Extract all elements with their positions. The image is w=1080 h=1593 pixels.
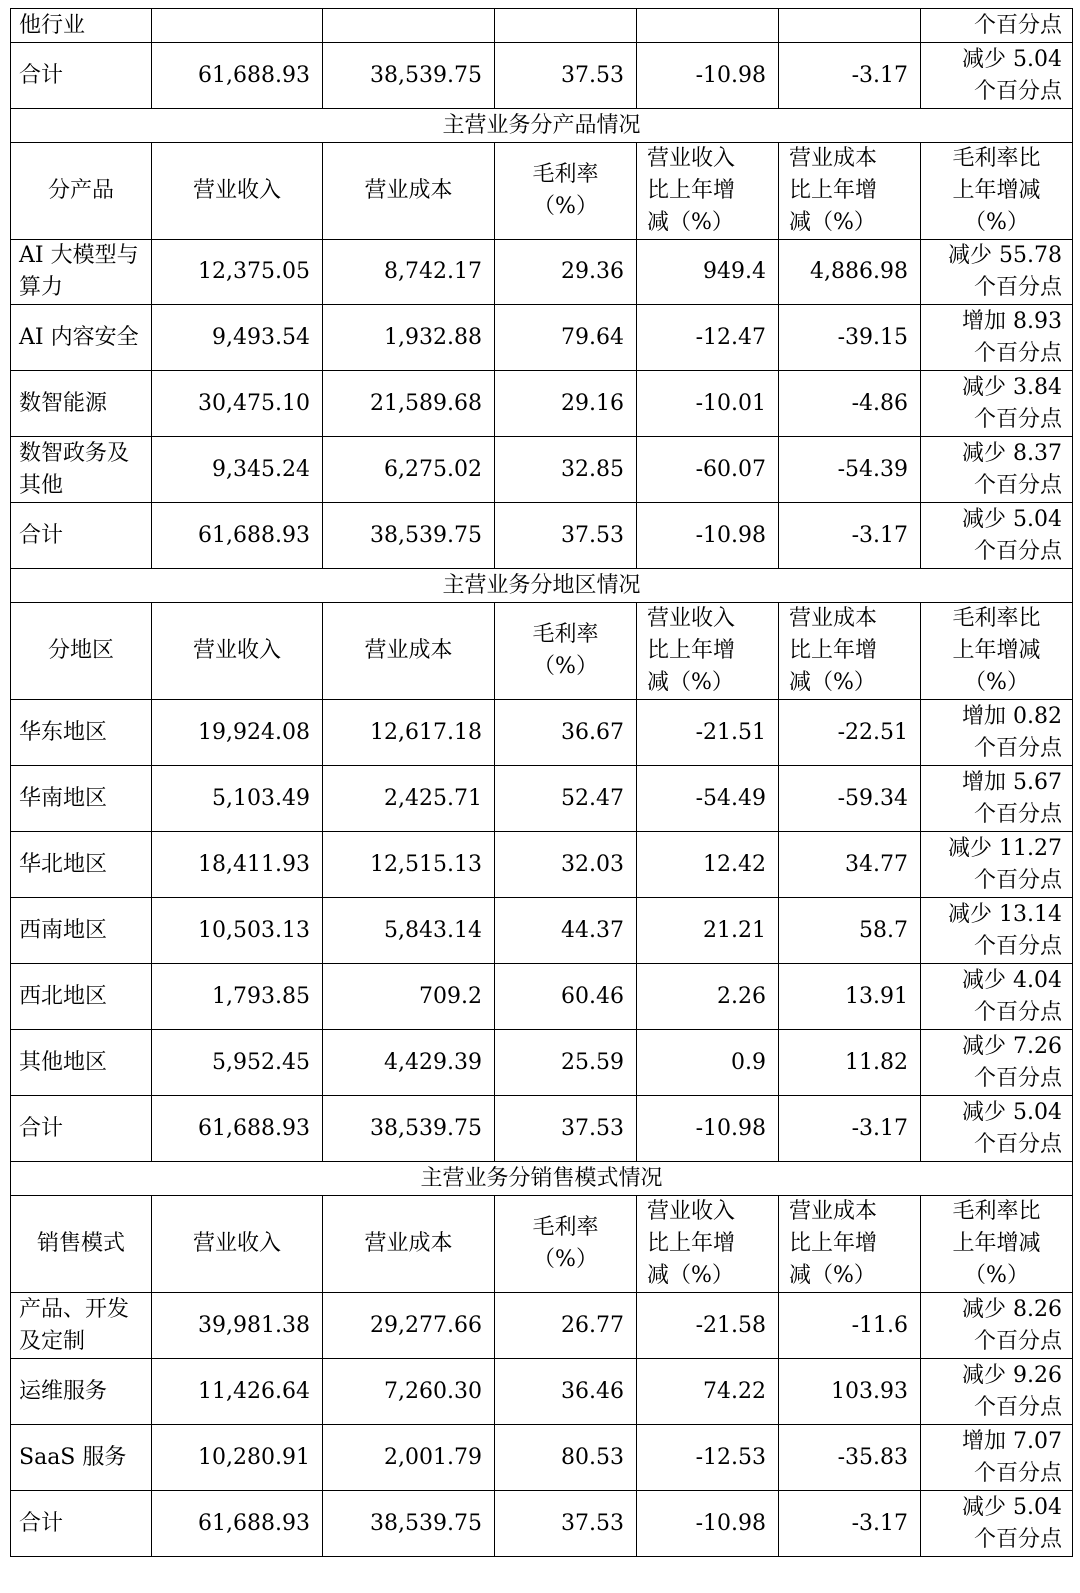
header-rev-change (637, 603, 779, 700)
section-title: 主营业务分地区情况 (11, 569, 1073, 603)
header-line: 比上年增 (789, 178, 878, 203)
row-label: 华东地区 (11, 700, 152, 766)
rev-change-cell: -10.98 (637, 1491, 779, 1557)
header-margin (495, 603, 637, 700)
revenue-cell: 5,103.49 (152, 766, 323, 832)
table-row (11, 832, 1073, 898)
cost-cell: 8,742.17 (323, 240, 495, 305)
row-label: 产品、开发及定制 (11, 1293, 152, 1359)
header-revenue: 营业收入 (152, 143, 323, 240)
margin-change-cell: 减少 5.04 个百分点 (921, 1491, 1073, 1557)
cost-cell: 38,539.75 (323, 503, 495, 569)
margin-change-cell: 减少 55.78 个百分点 (921, 240, 1073, 305)
header-line: 毛利率比 (952, 1199, 1041, 1224)
rev-change-cell: 2.26 (637, 964, 779, 1030)
revenue-cell: 30,475.10 (152, 371, 323, 437)
header-line: 比上年增 (789, 1231, 878, 1256)
cost-cell: 12,617.18 (323, 700, 495, 766)
header-line: 营业收入 (647, 146, 736, 171)
revenue-cell: 39,981.38 (152, 1293, 323, 1359)
margin-cell: 26.77 (495, 1293, 637, 1359)
revenue-cell: 18,411.93 (152, 832, 323, 898)
revenue-cell (152, 9, 323, 43)
revenue-cell: 12,375.05 (152, 240, 323, 305)
header-cost-change (779, 1196, 921, 1293)
cost-change-cell: -3.17 (779, 1491, 921, 1557)
cost-cell: 7,260.30 (323, 1359, 495, 1425)
table-row (11, 1425, 1073, 1491)
cost-change-cell: 13.91 (779, 964, 921, 1030)
header-line: 减（%） (789, 1263, 876, 1288)
row-label: 运维服务 (11, 1359, 152, 1425)
rev-change-cell: 949.4 (637, 240, 779, 305)
table-row (11, 305, 1073, 371)
header-first: 分产品 (11, 143, 152, 240)
rev-change-cell: -21.51 (637, 700, 779, 766)
header-rev-change (637, 143, 779, 240)
cost-cell: 38,539.75 (323, 43, 495, 109)
margin-change-cell: 减少 9.26 个百分点 (921, 1359, 1073, 1425)
margin-change-cell: 增加 7.07 个百分点 (921, 1425, 1073, 1491)
header-line: 毛利率 (532, 162, 599, 187)
header-line: 减（%） (647, 670, 734, 695)
margin-cell: 79.64 (495, 305, 637, 371)
table-row (11, 371, 1073, 437)
row-label: 数智政务及其他 (11, 437, 152, 503)
cost-cell: 21,589.68 (323, 371, 495, 437)
margin-cell: 37.53 (495, 503, 637, 569)
header-first: 销售模式 (11, 1196, 152, 1293)
header-rev-change (637, 1196, 779, 1293)
header-cost: 营业成本 (323, 603, 495, 700)
row-label: 合计 (11, 503, 152, 569)
rev-change-cell: 74.22 (637, 1359, 779, 1425)
rev-change-cell: -10.98 (637, 1096, 779, 1162)
cost-cell: 709.2 (323, 964, 495, 1030)
section-title: 主营业务分销售模式情况 (11, 1162, 1073, 1196)
margin-change-cell: 减少 5.04 个百分点 (921, 503, 1073, 569)
margin-cell: 60.46 (495, 964, 637, 1030)
table-row-partial (11, 9, 1073, 43)
table-row (11, 437, 1073, 503)
header-row (11, 603, 1073, 700)
header-row (11, 143, 1073, 240)
section-title-row (11, 569, 1073, 603)
header-cost: 营业成本 (323, 143, 495, 240)
revenue-cell: 10,503.13 (152, 898, 323, 964)
header-line: （%） (533, 194, 598, 219)
header-margin (495, 1196, 637, 1293)
revenue-cell: 11,426.64 (152, 1359, 323, 1425)
rev-change-cell: -12.47 (637, 305, 779, 371)
table-row-total (11, 1096, 1073, 1162)
header-cost-change (779, 603, 921, 700)
revenue-cell: 10,280.91 (152, 1425, 323, 1491)
rev-change-cell: 0.9 (637, 1030, 779, 1096)
rev-change-cell: -60.07 (637, 437, 779, 503)
header-cost-change (779, 143, 921, 240)
row-label: 合计 (11, 1491, 152, 1557)
margin-cell: 32.85 (495, 437, 637, 503)
row-label: 西北地区 (11, 964, 152, 1030)
header-line: 上年增减 (952, 178, 1041, 203)
header-line: 比上年增 (647, 178, 736, 203)
table-row (11, 1030, 1073, 1096)
header-cost: 营业成本 (323, 1196, 495, 1293)
row-label: 其他地区 (11, 1030, 152, 1096)
margin-change-cell: 增加 5.67 个百分点 (921, 766, 1073, 832)
rev-change-cell: -54.49 (637, 766, 779, 832)
table-body (11, 9, 1073, 1557)
header-line: （%） (964, 670, 1029, 695)
header-line: 比上年增 (647, 1231, 736, 1256)
header-line: 毛利率 (532, 1215, 599, 1240)
margin-cell: 52.47 (495, 766, 637, 832)
rev-change-cell: -21.58 (637, 1293, 779, 1359)
header-line: 减（%） (789, 670, 876, 695)
table-row (11, 240, 1073, 305)
margin-cell: 29.36 (495, 240, 637, 305)
cost-cell: 38,539.75 (323, 1491, 495, 1557)
cost-cell (323, 9, 495, 43)
rev-change-cell: -10.98 (637, 503, 779, 569)
header-margin-change (921, 143, 1073, 240)
header-margin (495, 143, 637, 240)
header-line: 营业成本 (789, 1199, 878, 1224)
header-line: 毛利率比 (952, 146, 1041, 171)
margin-change-cell: 减少 8.26 个百分点 (921, 1293, 1073, 1359)
cost-change-cell: -54.39 (779, 437, 921, 503)
header-line: 上年增减 (952, 1231, 1041, 1256)
cost-change-cell: -3.17 (779, 503, 921, 569)
table-row-total (11, 1491, 1073, 1557)
row-label: 西南地区 (11, 898, 152, 964)
table-row (11, 898, 1073, 964)
row-label: 华南地区 (11, 766, 152, 832)
margin-change-cell: 减少 13.14 个百分点 (921, 898, 1073, 964)
row-label: 华北地区 (11, 832, 152, 898)
cost-change-cell: 58.7 (779, 898, 921, 964)
margin-cell: 32.03 (495, 832, 637, 898)
header-first: 分地区 (11, 603, 152, 700)
margin-cell (495, 9, 637, 43)
cost-change-cell: 103.93 (779, 1359, 921, 1425)
table-row (11, 1359, 1073, 1425)
cost-cell: 2,001.79 (323, 1425, 495, 1491)
header-line: （%） (533, 1247, 598, 1272)
cost-change-cell: -11.6 (779, 1293, 921, 1359)
margin-change-cell: 增加 8.93 个百分点 (921, 305, 1073, 371)
rev-change-cell: 12.42 (637, 832, 779, 898)
cost-cell: 38,539.75 (323, 1096, 495, 1162)
cost-change-cell: -59.34 (779, 766, 921, 832)
cost-cell: 1,932.88 (323, 305, 495, 371)
cost-change-cell: 34.77 (779, 832, 921, 898)
cost-change-cell: -4.86 (779, 371, 921, 437)
table-row (11, 700, 1073, 766)
header-line: 毛利率比 (952, 606, 1041, 631)
margin-change-cell: 增加 0.82 个百分点 (921, 700, 1073, 766)
margin-change-cell: 减少 5.04 个百分点 (921, 43, 1073, 109)
margin-change-cell: 减少 5.04 个百分点 (921, 1096, 1073, 1162)
revenue-cell: 19,924.08 (152, 700, 323, 766)
rev-change-cell: 21.21 (637, 898, 779, 964)
table-row (11, 964, 1073, 1030)
cost-cell: 6,275.02 (323, 437, 495, 503)
rev-change-cell (637, 9, 779, 43)
header-revenue: 营业收入 (152, 603, 323, 700)
margin-cell: 37.53 (495, 43, 637, 109)
margin-change-cell: 减少 4.04 个百分点 (921, 964, 1073, 1030)
header-revenue: 营业收入 (152, 1196, 323, 1293)
row-label: AI 内容安全 (11, 305, 152, 371)
header-margin-change (921, 603, 1073, 700)
cost-change-cell (779, 9, 921, 43)
table-row (11, 1293, 1073, 1359)
rev-change-cell: -10.98 (637, 43, 779, 109)
row-label: 他行业 (11, 9, 152, 43)
row-label: AI 大模型与算力 (11, 240, 152, 305)
revenue-cell: 9,493.54 (152, 305, 323, 371)
header-line: （%） (964, 210, 1029, 235)
margin-cell: 44.37 (495, 898, 637, 964)
header-line: 营业成本 (789, 606, 878, 631)
revenue-cell: 61,688.93 (152, 43, 323, 109)
header-line: 比上年增 (647, 638, 736, 663)
margin-cell: 36.46 (495, 1359, 637, 1425)
section-title-row (11, 109, 1073, 143)
header-line: 减（%） (647, 1263, 734, 1288)
cost-cell: 4,429.39 (323, 1030, 495, 1096)
cost-cell: 2,425.71 (323, 766, 495, 832)
margin-change-cell: 减少 8.37 个百分点 (921, 437, 1073, 503)
cost-change-cell: -3.17 (779, 43, 921, 109)
revenue-cell: 1,793.85 (152, 964, 323, 1030)
header-line: 减（%） (789, 210, 876, 235)
margin-cell: 80.53 (495, 1425, 637, 1491)
table-row-total (11, 503, 1073, 569)
margin-cell: 37.53 (495, 1491, 637, 1557)
section-title: 主营业务分产品情况 (11, 109, 1073, 143)
margin-change-cell: 减少 3.84 个百分点 (921, 371, 1073, 437)
report-table-container (10, 8, 1072, 1557)
header-line: （%） (964, 1263, 1029, 1288)
revenue-cell: 61,688.93 (152, 1491, 323, 1557)
cost-cell: 12,515.13 (323, 832, 495, 898)
header-line: 毛利率 (532, 622, 599, 647)
cost-change-cell: 4,886.98 (779, 240, 921, 305)
revenue-cell: 61,688.93 (152, 1096, 323, 1162)
margin-change-cell: 减少 11.27 个百分点 (921, 832, 1073, 898)
header-margin-change (921, 1196, 1073, 1293)
cost-change-cell: -35.83 (779, 1425, 921, 1491)
cost-change-cell: -22.51 (779, 700, 921, 766)
margin-cell: 36.67 (495, 700, 637, 766)
cost-change-cell: -3.17 (779, 1096, 921, 1162)
row-label: 数智能源 (11, 371, 152, 437)
main-business-table (10, 8, 1073, 1557)
rev-change-cell: -12.53 (637, 1425, 779, 1491)
header-row (11, 1196, 1073, 1293)
revenue-cell: 61,688.93 (152, 503, 323, 569)
margin-cell: 37.53 (495, 1096, 637, 1162)
margin-change-cell: 个百分点 (921, 9, 1073, 43)
revenue-cell: 5,952.45 (152, 1030, 323, 1096)
header-line: 营业收入 (647, 1199, 736, 1224)
cost-change-cell: -39.15 (779, 305, 921, 371)
section-title-row (11, 1162, 1073, 1196)
header-line: 营业成本 (789, 146, 878, 171)
header-line: 比上年增 (789, 638, 878, 663)
cost-change-cell: 11.82 (779, 1030, 921, 1096)
margin-cell: 29.16 (495, 371, 637, 437)
header-line: 营业收入 (647, 606, 736, 631)
margin-change-cell: 减少 7.26 个百分点 (921, 1030, 1073, 1096)
margin-cell: 25.59 (495, 1030, 637, 1096)
row-label: 合计 (11, 1096, 152, 1162)
table-row (11, 766, 1073, 832)
header-line: 减（%） (647, 210, 734, 235)
header-line: 上年增减 (952, 638, 1041, 663)
header-line: （%） (533, 654, 598, 679)
row-label: 合计 (11, 43, 152, 109)
cost-cell: 29,277.66 (323, 1293, 495, 1359)
row-label: SaaS 服务 (11, 1425, 152, 1491)
table-row-total (11, 43, 1073, 109)
cost-cell: 5,843.14 (323, 898, 495, 964)
revenue-cell: 9,345.24 (152, 437, 323, 503)
rev-change-cell: -10.01 (637, 371, 779, 437)
